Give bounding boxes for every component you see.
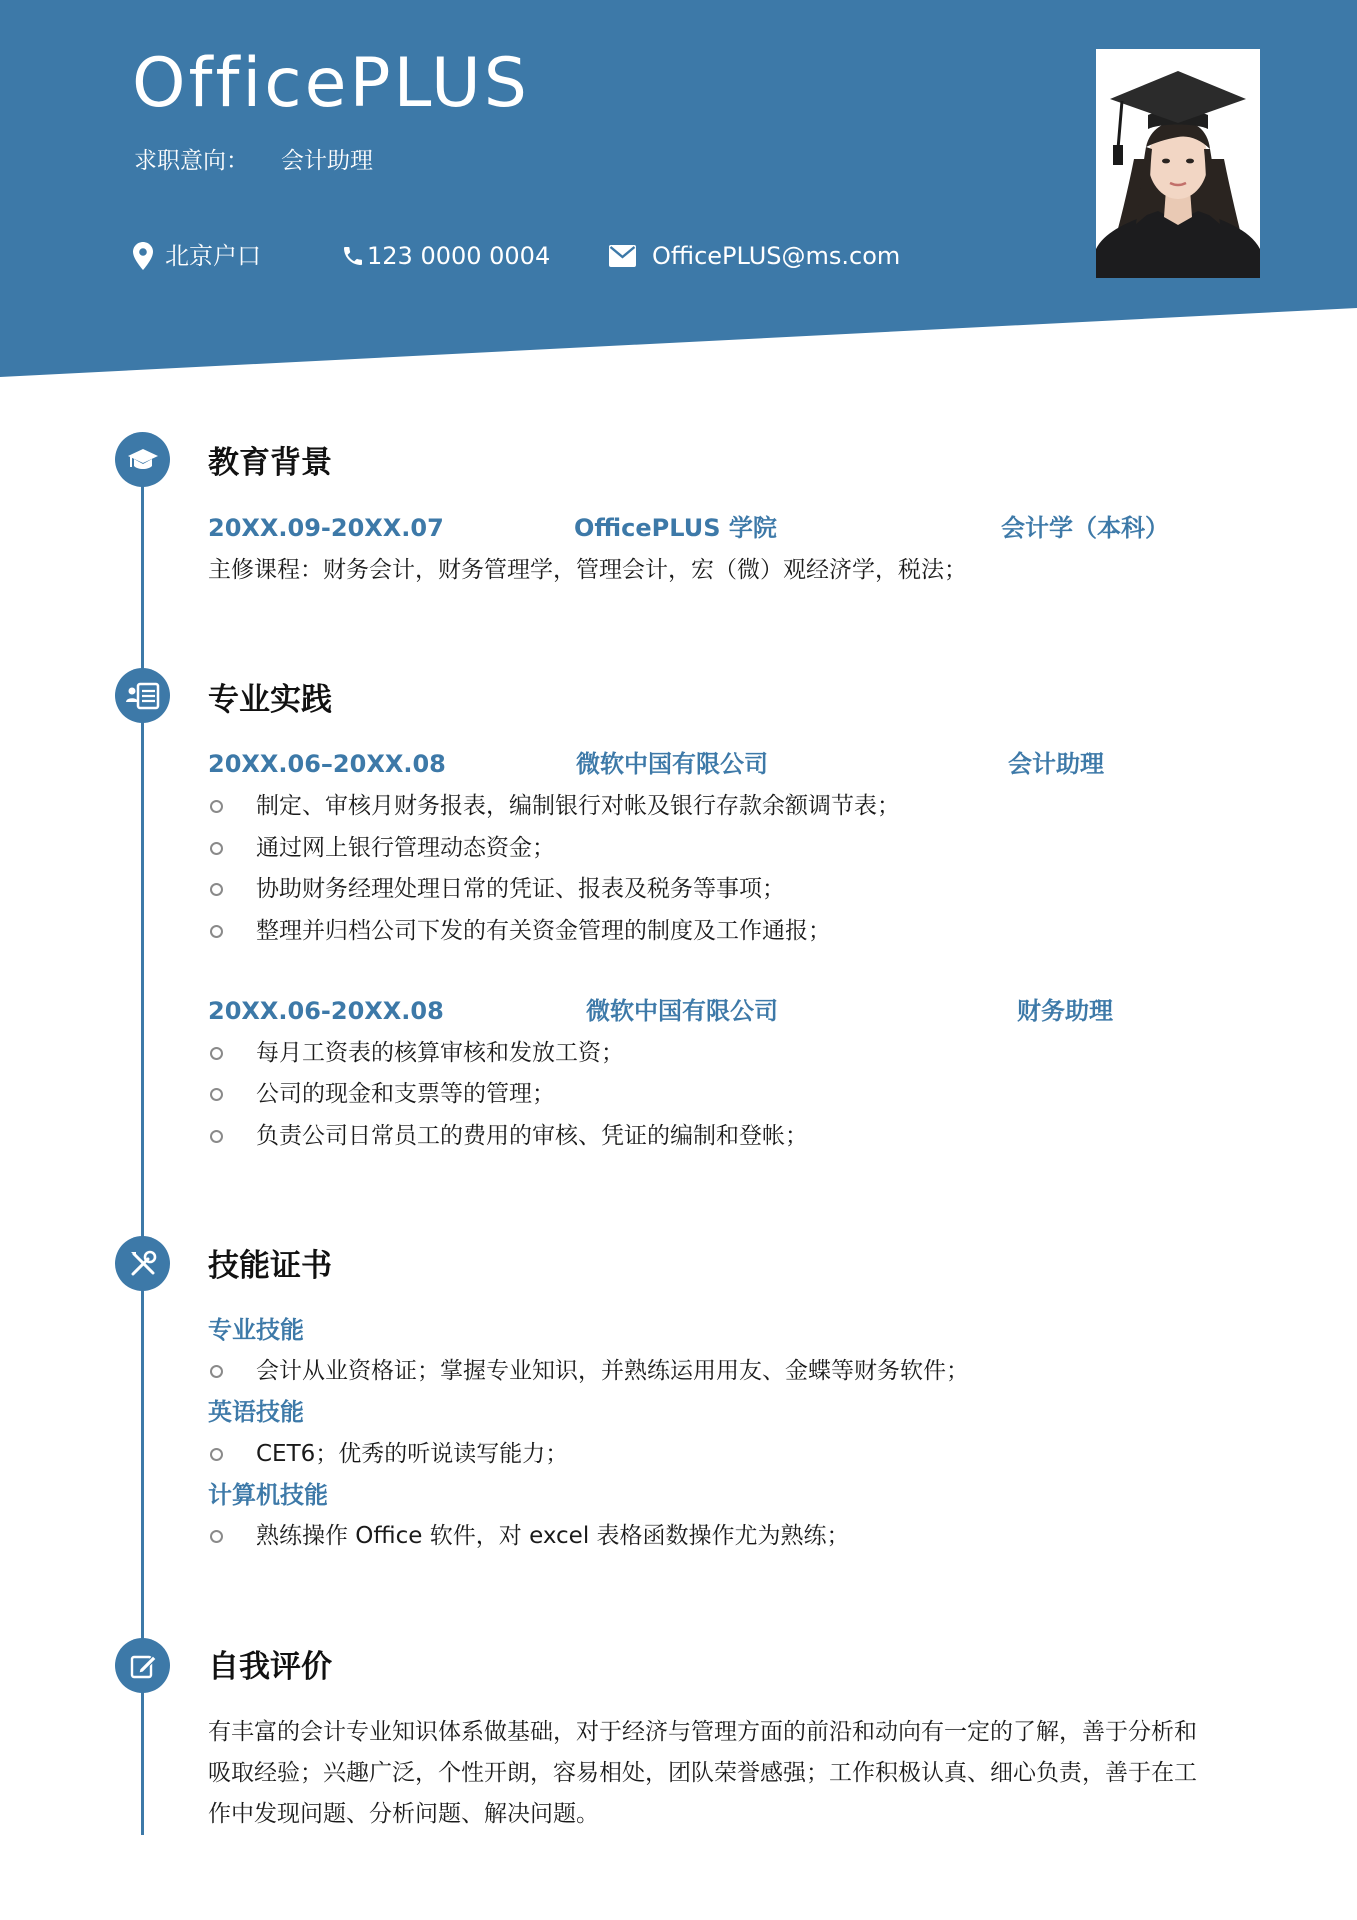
education-courses: 主修课程：财务会计，财务管理学，管理会计，宏（微）观经济学，税法； xyxy=(208,557,967,583)
skill-group-label: 英语技能 xyxy=(208,1398,304,1426)
bullet-circle-icon xyxy=(210,925,223,938)
job-intent-label: 求职意向： xyxy=(134,148,249,174)
skill-group-label: 计算机技能 xyxy=(208,1481,328,1509)
self-eval-line: 吸取经验；兴趣广泛，个性开朗，容易相处，团队荣誉感强；工作积极认真、细心负责，善于在工 xyxy=(208,1760,1197,1786)
graduation-cap-icon xyxy=(127,447,159,473)
resume-card-icon xyxy=(126,682,160,710)
practice-title: 专业实践 xyxy=(208,682,332,718)
self-eval-paragraph xyxy=(208,1712,1238,1835)
bullet-circle-icon xyxy=(210,1088,223,1101)
self-eval-line: 有丰富的会计专业知识体系做基础，对于经济与管理方面的前沿和动向有一定的了解，善于分析和 xyxy=(208,1719,1197,1745)
location-text: 北京户口 xyxy=(165,242,261,270)
bullet-circle-icon xyxy=(210,800,223,813)
skills-title: 技能证书 xyxy=(208,1248,332,1284)
job-role: 财务助理 xyxy=(1017,997,1113,1025)
bullet-circle-icon xyxy=(210,1448,223,1461)
bullet-circle-icon xyxy=(210,1530,223,1543)
practice-section-icon xyxy=(115,668,170,723)
job-company: 微软中国有限公司 xyxy=(576,750,768,778)
education-school: OfficePLUS 学院 xyxy=(574,514,777,542)
job-intent-value: 会计助理 xyxy=(281,148,373,174)
timeline-line xyxy=(141,440,144,1835)
education-major: 会计学（本科） xyxy=(1001,514,1169,542)
phone-text: 123 0000 0004 xyxy=(367,242,551,270)
job-company: 微软中国有限公司 xyxy=(586,997,778,1025)
job-period: 20XX.06–20XX.08 xyxy=(208,750,446,778)
contact-email[interactable] xyxy=(609,241,900,271)
bullet-circle-icon xyxy=(210,1047,223,1060)
education-section-icon xyxy=(115,432,170,487)
education-title: 教育背景 xyxy=(208,445,332,481)
job-period: 20XX.06-20XX.08 xyxy=(208,997,444,1025)
tools-icon xyxy=(128,1249,158,1279)
edit-icon xyxy=(129,1652,157,1680)
envelope-icon xyxy=(609,245,636,267)
job-role: 会计助理 xyxy=(1008,750,1104,778)
self-eval-section-icon xyxy=(115,1638,170,1693)
education-period: 20XX.09-20XX.07 xyxy=(208,514,444,542)
profile-photo xyxy=(1096,49,1260,278)
contact-location xyxy=(133,241,261,271)
phone-icon xyxy=(341,243,365,269)
bullet-circle-icon xyxy=(210,1365,223,1378)
job-intent xyxy=(134,146,373,176)
self-eval-line: 作中发现问题、分析问题、解决问题。 xyxy=(208,1801,599,1827)
bullet-circle-icon xyxy=(210,1130,223,1143)
applicant-name: OfficePLUS xyxy=(132,44,530,123)
email-text[interactable]: OfficePLUS@ms.com xyxy=(652,242,901,270)
self-eval-title: 自我评价 xyxy=(208,1649,332,1685)
bullet-circle-icon xyxy=(210,842,223,855)
skill-group-label: 专业技能 xyxy=(208,1316,304,1344)
graduate-portrait-image xyxy=(1096,49,1260,278)
contact-phone xyxy=(341,241,550,271)
location-pin-icon xyxy=(133,242,153,270)
bullet-circle-icon xyxy=(210,883,223,896)
skills-section-icon xyxy=(115,1236,170,1291)
